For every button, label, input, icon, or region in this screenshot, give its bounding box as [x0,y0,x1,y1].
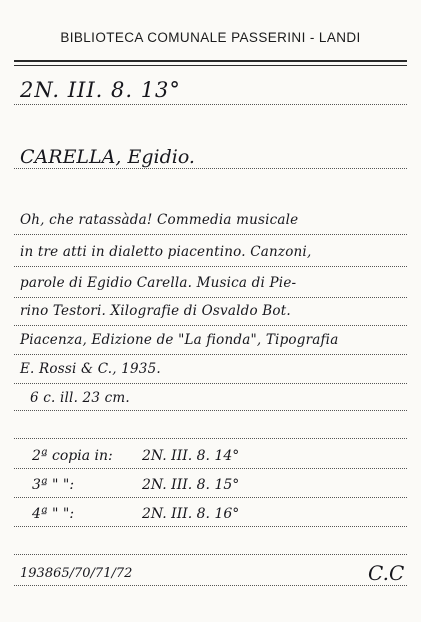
copy-shelfmark: 2N. III. 8. 15° [142,477,240,493]
ruled-line [14,554,407,555]
ruled-line [14,325,407,326]
ruled-line [14,383,407,384]
description-line: rino Testori. Xilografie di Osvaldo Bot. [20,303,291,319]
ruled-line [14,585,407,586]
inventory-numbers: 193865/70/71/72 [20,566,133,581]
copy-shelfmark: 2N. III. 8. 16° [142,506,240,522]
description-line: in tre atti in dialetto piacentino. Canzoni, [20,244,312,260]
library-header: BIBLIOTECA COMUNALE PASSERINI - LANDI [60,30,361,45]
cataloguer-initials: C.C [368,561,405,585]
description-line: parole di Egidio Carella. Musica di Pie- [20,275,297,291]
copy-label: 3ª " ": [32,477,75,493]
ruled-line [14,297,407,298]
ruled-line [14,354,407,355]
shelfmark: 2N. III. 8. 13° [20,78,181,102]
ruled-line [14,410,407,411]
physical-description: 6 c. ill. 23 cm. [30,390,130,406]
ruled-line [14,234,407,235]
ruled-line [14,497,407,498]
ruled-line [14,104,407,105]
author-heading: CARELLA, Egidio. [20,146,195,168]
ruled-line [14,468,407,469]
header-rule-thin [14,65,407,66]
description-line: Oh, che ratassàda! Commedia musicale [20,212,299,228]
copy-shelfmark: 2N. III. 8. 14° [142,448,240,464]
description-line: E. Rossi & C., 1935. [20,361,161,377]
ruled-line [14,438,407,439]
header-rule-thick [14,60,407,62]
ruled-line [14,266,407,267]
copy-label: 4ª " ": [32,506,75,522]
description-line: Piacenza, Edizione de "La fionda", Tipografia [20,332,339,348]
copy-label: 2ª copia in: [32,448,113,464]
ruled-line [14,168,407,169]
ruled-line [14,526,407,527]
